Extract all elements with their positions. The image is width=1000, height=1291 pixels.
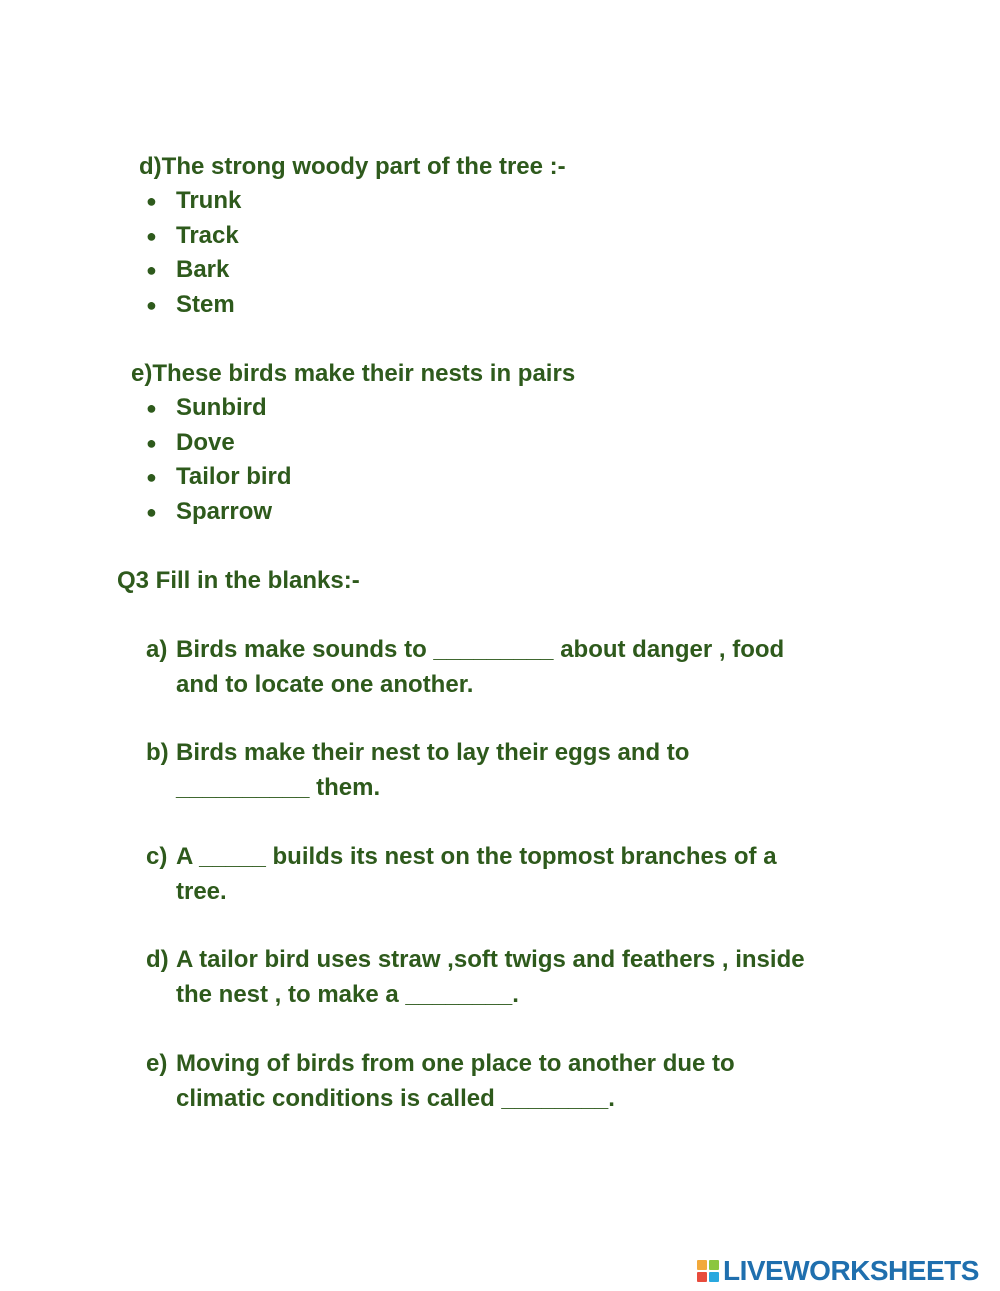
section-title: Q3 Fill in the blanks:-	[117, 567, 360, 594]
bullet-icon: ●	[146, 225, 157, 246]
option-sunbird: ● Sunbird	[146, 391, 292, 426]
logo-block	[709, 1272, 719, 1282]
option-bark: ● Bark	[146, 253, 241, 288]
logo-block	[697, 1260, 707, 1270]
blank-text: Birds make sounds to _________ about danger , food	[176, 636, 785, 663]
option-sparrow: ● Sparrow	[146, 495, 292, 530]
option-stem: ● Stem	[146, 288, 241, 323]
logo-block	[709, 1260, 719, 1270]
blank-item-a	[146, 633, 866, 702]
option-track: ● Track	[146, 219, 241, 254]
blank-item-d	[146, 943, 866, 1012]
liveworksheets-logo	[697, 1256, 979, 1286]
bullet-icon: ●	[146, 467, 157, 487]
blank-text: and to locate one another.	[176, 670, 474, 698]
bullet-icon: ●	[146, 432, 157, 453]
question-e-title: e)These birds make their nests in pairs	[131, 360, 576, 387]
blank-text: Moving of birds from one place to another due to	[176, 1050, 735, 1077]
blank-text: Birds make their nest to lay their eggs and to	[176, 739, 690, 766]
blank-text: __________ them.	[176, 773, 381, 801]
bullet-icon: ●	[146, 398, 157, 418]
blank-label: e)	[146, 1050, 168, 1077]
blank-item-b	[146, 736, 866, 805]
option-trunk: ● Trunk	[146, 184, 241, 219]
blank-text: A tailor bird uses straw ,soft twigs and feathers , inside	[176, 946, 805, 973]
question-d-title: d)The strong woody part of the tree :-	[139, 153, 566, 180]
blank-text: climatic conditions is called ________.	[176, 1084, 615, 1112]
blank-label: a)	[146, 636, 168, 663]
bullet-icon: ●	[146, 260, 157, 280]
logo-text: LIVEWORKSHEETS	[723, 1255, 979, 1286]
bullet-icon: ●	[146, 294, 157, 315]
logo-block	[697, 1272, 707, 1282]
blank-label: c)	[146, 843, 168, 870]
question-e-options	[146, 391, 292, 529]
logo-blocks-icon	[697, 1260, 719, 1282]
blank-text: tree.	[176, 877, 227, 905]
question-d-options	[146, 184, 241, 322]
option-dove: ● Dove	[146, 426, 292, 461]
blank-label: d)	[146, 946, 169, 973]
bullet-icon: ●	[146, 191, 157, 211]
blank-item-c	[146, 840, 866, 909]
blank-label: b)	[146, 739, 169, 766]
blank-text: the nest , to make a ________.	[176, 980, 519, 1008]
bullet-icon: ●	[146, 501, 157, 522]
blank-text: A _____ builds its nest on the topmost branches of a	[176, 843, 777, 870]
option-tailor-bird: ● Tailor bird	[146, 460, 292, 495]
blank-item-e	[146, 1047, 866, 1116]
